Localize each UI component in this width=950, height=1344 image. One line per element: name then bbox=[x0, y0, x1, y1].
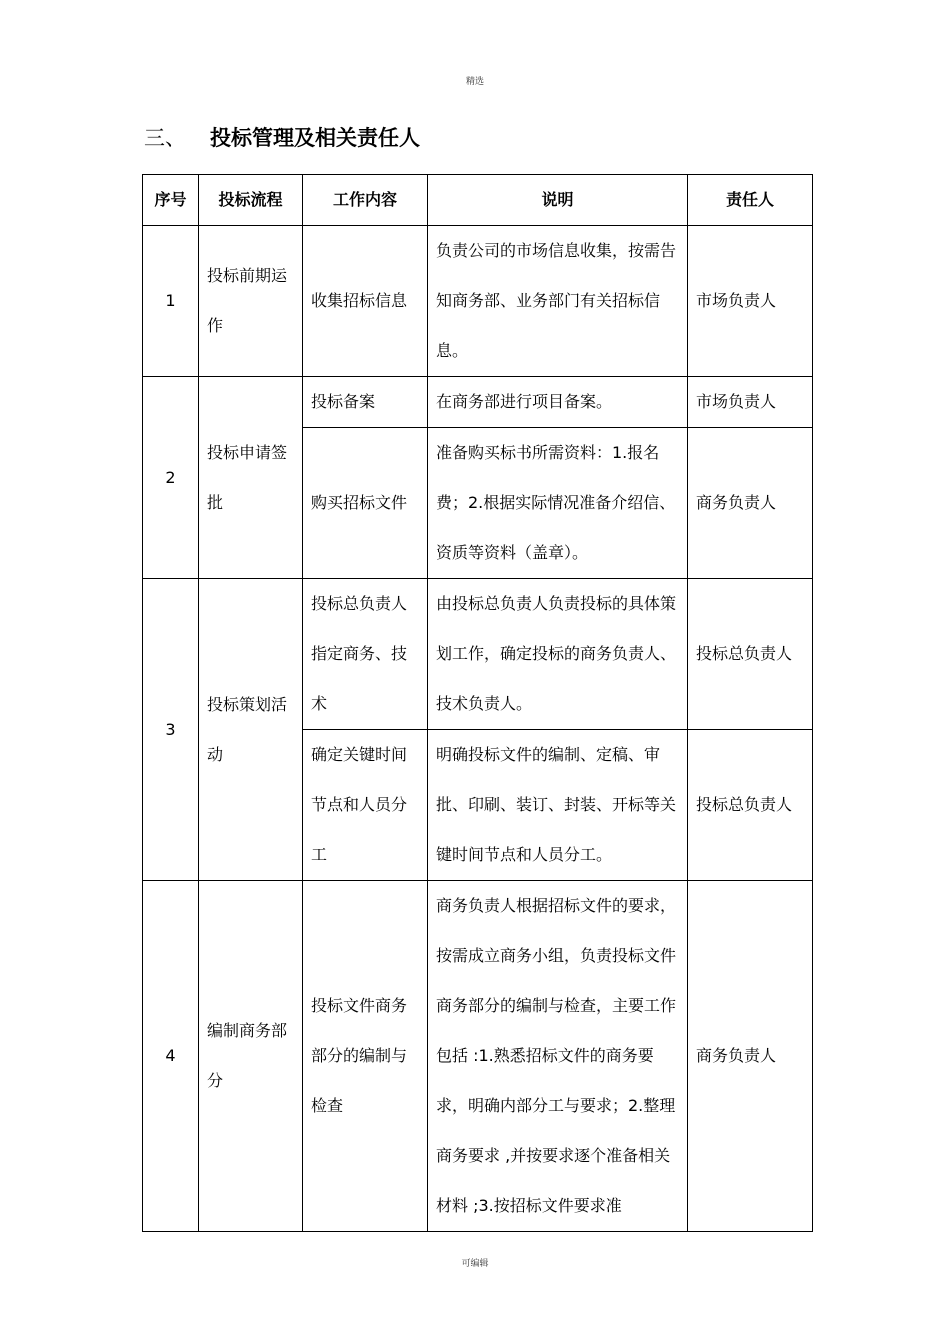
page-footer: 可编辑 bbox=[461, 1259, 489, 1269]
cell-seq: 4 bbox=[143, 881, 199, 1232]
cell-description: 在商务部进行项目备案。 bbox=[428, 377, 688, 428]
table-right-rule bbox=[812, 174, 813, 1226]
cell-content: 收集招标信息 bbox=[303, 226, 428, 377]
cell-process: 编制商务部分 bbox=[199, 881, 303, 1232]
table-row bbox=[143, 881, 813, 1232]
cell-seq: 3 bbox=[143, 579, 199, 881]
cell-description: 由投标总负责人负责投标的具体策划工作，确定投标的商务负责人、技术负责人。 bbox=[428, 579, 688, 730]
table-header-row bbox=[143, 175, 813, 226]
cell-description: 商务负责人根据招标文件的要求，按需成立商务小组，负责投标文件商务部分的编制与检查，主要工作包括 :1.熟悉招标文件的商务要求，明确内部分工与要求；2.整理商务要求 ,并按要求逐个准备相关材料 ;3.按招标文件要求准 bbox=[428, 881, 688, 1232]
cell-owner: 投标总负责人 bbox=[688, 730, 813, 881]
cell-content: 投标总负责人指定商务、技术 bbox=[303, 579, 428, 730]
page-header: 精选 bbox=[465, 77, 484, 87]
table-row bbox=[143, 377, 813, 428]
cell-process: 投标前期运作 bbox=[199, 226, 303, 377]
section-heading bbox=[144, 122, 420, 152]
section-number: 三、 bbox=[144, 126, 186, 150]
cell-owner: 投标总负责人 bbox=[688, 579, 813, 730]
cell-content: 投标文件商务部分的编制与检查 bbox=[303, 881, 428, 1232]
cell-owner: 市场负责人 bbox=[688, 226, 813, 377]
bid-management-table bbox=[142, 174, 813, 1232]
table-row bbox=[143, 226, 813, 377]
table-row bbox=[143, 579, 813, 730]
cell-process: 投标申请签批 bbox=[199, 377, 303, 579]
cell-content: 投标备案 bbox=[303, 377, 428, 428]
header-seq: 序号 bbox=[143, 175, 199, 226]
header-content: 工作内容 bbox=[303, 175, 428, 226]
cell-seq: 2 bbox=[143, 377, 199, 579]
cell-owner: 商务负责人 bbox=[688, 428, 813, 579]
header-description: 说明 bbox=[428, 175, 688, 226]
cell-description: 准备购买标书所需资料：1.报名费；2.根据实际情况准备介绍信、资质等资料（盖章）。 bbox=[428, 428, 688, 579]
cell-content: 购买招标文件 bbox=[303, 428, 428, 579]
cell-owner: 市场负责人 bbox=[688, 377, 813, 428]
cell-content: 确定关键时间节点和人员分工 bbox=[303, 730, 428, 881]
cell-owner: 商务负责人 bbox=[688, 881, 813, 1232]
header-process: 投标流程 bbox=[199, 175, 303, 226]
cell-description: 明确投标文件的编制、定稿、审批、印刷、装订、封装、开标等关键时间节点和人员分工。 bbox=[428, 730, 688, 881]
cell-seq: 1 bbox=[143, 226, 199, 377]
cell-description: 负责公司的市场信息收集，按需告知商务部、业务部门有关招标信息。 bbox=[428, 226, 688, 377]
cell-process: 投标策划活动 bbox=[199, 579, 303, 881]
header-owner: 责任人 bbox=[688, 175, 813, 226]
section-title: 投标管理及相关责任人 bbox=[210, 126, 420, 150]
